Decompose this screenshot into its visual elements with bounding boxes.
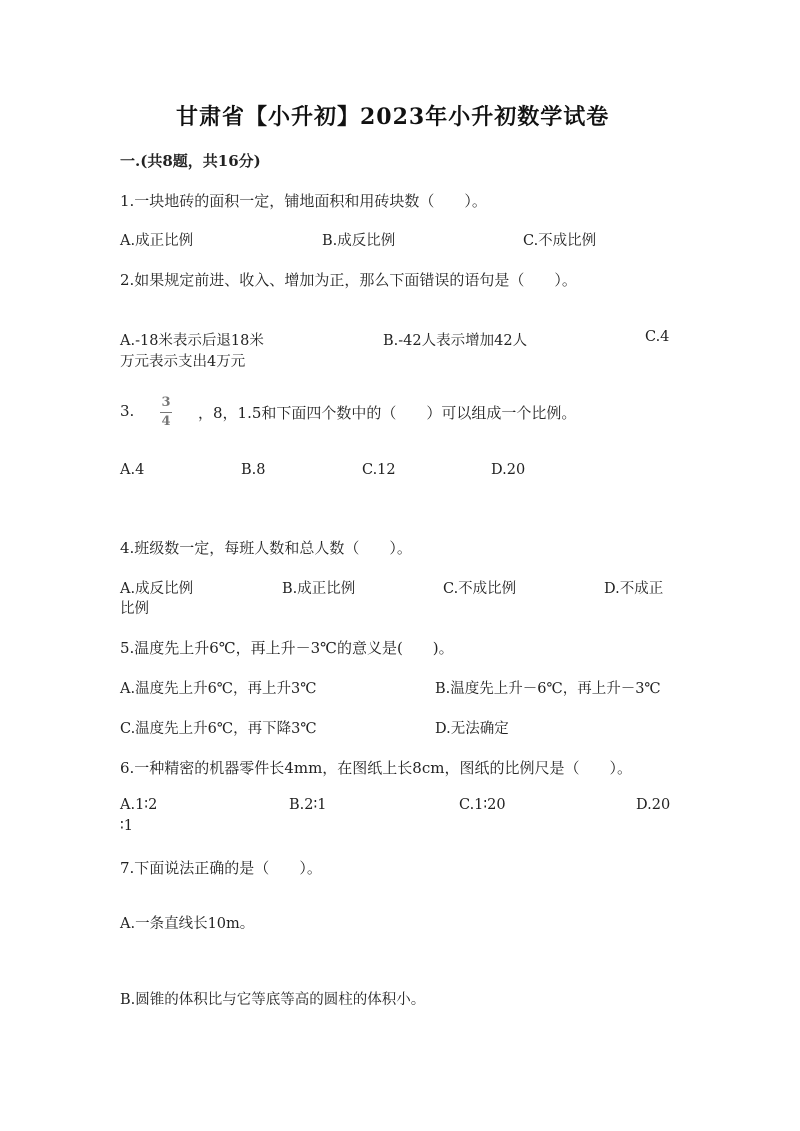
question-6-option-d-continued: ∶1 <box>120 818 133 834</box>
section-heading: 一.(共8题，共16分) <box>120 152 261 170</box>
question-7-option-b[interactable]: B.圆锥的体积比与它等底等高的圆柱的体积小。 <box>120 992 426 1008</box>
question-7-stem: 7.下面说法正确的是（ ）。 <box>120 859 322 877</box>
question-2-option-a[interactable]: A.-18米表示后退18米 <box>120 333 264 349</box>
question-4-option-d[interactable]: D.不成正 <box>604 581 664 597</box>
question-2-stem: 2.如果规定前进、收入、增加为正，那么下面错误的语句是（ ）。 <box>120 271 577 289</box>
question-4-option-a[interactable]: A.成反比例 <box>120 581 194 597</box>
question-3-option-a[interactable]: A.4 <box>120 462 145 478</box>
question-3-option-c[interactable]: C.12 <box>362 462 396 478</box>
question-5-option-a[interactable]: A.温度先上升6℃，再上升3℃ <box>120 681 317 697</box>
question-7-option-a[interactable]: A.一条直线长10m。 <box>120 916 255 932</box>
question-6-option-d[interactable]: D.20 <box>636 797 671 813</box>
question-4-option-d-continued: 比例 <box>120 601 149 617</box>
question-6-option-b[interactable]: B.2∶1 <box>289 797 327 813</box>
question-1-option-a[interactable]: A.成正比例 <box>120 233 194 249</box>
question-3-option-b[interactable]: B.8 <box>241 462 266 478</box>
fraction-bar <box>160 412 172 413</box>
question-3-option-d[interactable]: D.20 <box>491 462 526 478</box>
fraction-numerator: 3 <box>161 395 171 410</box>
question-1-option-c[interactable]: C.不成比例 <box>523 233 597 249</box>
question-5-option-c[interactable]: C.温度先上升6℃，再下降3℃ <box>120 721 317 737</box>
fraction-three-quarters <box>160 396 172 429</box>
page-title: 甘肃省【小升初】2023年小升初数学试卷 <box>176 104 610 130</box>
question-3-number: 3. <box>120 402 135 420</box>
question-2-option-c[interactable]: C.4 <box>645 329 670 345</box>
question-4-option-c[interactable]: C.不成比例 <box>443 581 517 597</box>
question-2-option-b[interactable]: B.-42人表示增加42人 <box>383 333 528 349</box>
question-5-option-b[interactable]: B.温度先上升－6℃，再上升－3℃ <box>435 681 661 697</box>
question-4-stem: 4.班级数一定，每班人数和总人数（ ）。 <box>120 539 412 557</box>
question-5-option-d[interactable]: D.无法确定 <box>435 721 509 737</box>
question-6-option-c[interactable]: C.1∶20 <box>459 797 506 813</box>
question-1-option-b[interactable]: B.成反比例 <box>322 233 396 249</box>
question-3-stem: ，8，1.5和下面四个数中的（ ）可以组成一个比例。 <box>198 404 577 422</box>
question-1-stem: 1.一块地砖的面积一定，铺地面积和用砖块数（ ）。 <box>120 192 487 210</box>
question-6-stem: 6.一种精密的机器零件长4mm，在图纸上长8cm，图纸的比例尺是（ ）。 <box>120 759 632 777</box>
fraction-denominator: 4 <box>161 414 171 429</box>
question-4-option-b[interactable]: B.成正比例 <box>282 581 356 597</box>
question-6-option-a[interactable]: A.1∶2 <box>120 797 158 813</box>
question-2-option-c-continued: 万元表示支出4万元 <box>120 354 246 370</box>
question-5-stem: 5.温度先上升6℃，再上升－3℃的意义是( )。 <box>120 639 454 657</box>
